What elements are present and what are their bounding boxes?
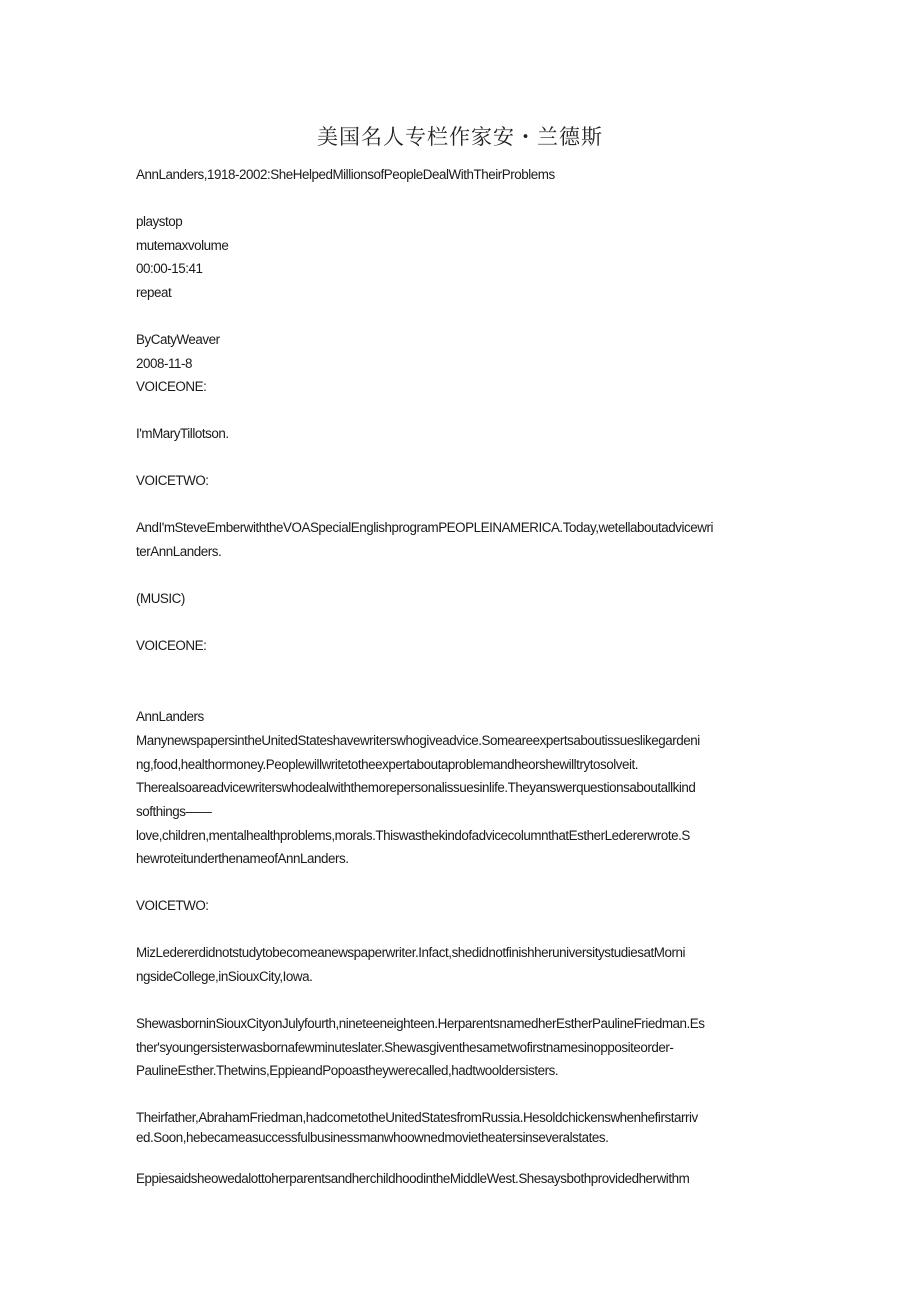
paragraph-line: Therealsoareadvicewriterswhodealwiththemorepersonalissuesinlife.Theyanswerquestionsaboutallkind: [136, 780, 696, 795]
article-subtitle: AnnLanders,1918-2002:SheHelpedMillionsofPeopleDealWithTheirProblems: [136, 167, 555, 182]
player-play-stop: playstop: [136, 214, 183, 229]
speaker-label: VOICETWO:: [136, 473, 209, 488]
paragraph-line: PaulineEsther.Thetwins,EppieandPopoastheywerecalled,hadtwooldersisters.: [136, 1063, 559, 1078]
paragraph-line: ng,food,healthormoney.Peoplewillwritetotheexpertaboutaproblemandheorshewilltrytosolveit.: [136, 757, 639, 772]
paragraph-line: ngsideCollege,inSiouxCity,Iowa.: [136, 969, 313, 984]
paragraph-line: ShewasborninSiouxCityonJulyfourth,nineteeneighteen.HerparentsnamedherEstherPaulineFriedman.Es: [136, 1016, 705, 1031]
speaker-label: VOICETWO:: [136, 898, 209, 913]
player-repeat: repeat: [136, 285, 172, 300]
paragraph-line: terAnnLanders.: [136, 544, 222, 559]
section-heading: AnnLanders: [136, 709, 204, 724]
paragraph-line: ther'syoungersisterwasbornafewminuteslater.Shewasgiventhesametwofirstnamesinoppositeorder-: [136, 1040, 674, 1055]
player-mute-volume: mutemaxvolume: [136, 238, 229, 253]
paragraph-line: softhings——: [136, 804, 212, 819]
paragraph-line: ed.Soon,hebecameasuccessfulbusinessmanwhoownedmovietheatersinseveralstates.: [136, 1130, 609, 1145]
speaker-label: VOICEONE:: [136, 638, 207, 653]
paragraph-line: love,children,mentalhealthproblems,morals.ThiswasthekindofadvicecolumnthatEstherLedererwrote.S: [136, 828, 690, 843]
paragraph-line: ManynewspapersintheUnitedStateshavewriterswhogiveadvice.Someareexpertsaboutissueslikegardeni: [136, 733, 700, 748]
paragraph-line: AndI'mSteveEmberwiththeVOASpecialEnglishprogramPEOPLEINAMERICA.Today,wetellaboutadvicewri: [136, 520, 714, 535]
paragraph-line: Theirfather,AbrahamFriedman,hadcometotheUnitedStatesfromRussia.Hesoldchickenswhenhefirstarriv: [136, 1110, 698, 1125]
paragraph-line: MizLedererdidnotstudytobecomeanewspaperwriter.Infact,shedidnotfinishheruniversitystudiesatMorni: [136, 945, 685, 960]
byline-date: 2008-11-8: [136, 356, 193, 371]
byline-author: ByCatyWeaver: [136, 332, 220, 347]
paragraph-line: I'mMaryTillotson.: [136, 426, 229, 441]
player-time: 00:00-15:41: [136, 261, 203, 276]
page-title: 美国名人专栏作家安・兰德斯: [317, 125, 603, 149]
music-cue: (MUSIC): [136, 591, 185, 606]
speaker-label: VOICEONE:: [136, 379, 207, 394]
paragraph-line: hewroteitunderthenameofAnnLanders.: [136, 851, 349, 866]
paragraph-line: EppiesaidsheowedalottoherparentsandherchildhoodintheMiddleWest.Shesaysbothprovidedherwithm: [136, 1171, 690, 1186]
